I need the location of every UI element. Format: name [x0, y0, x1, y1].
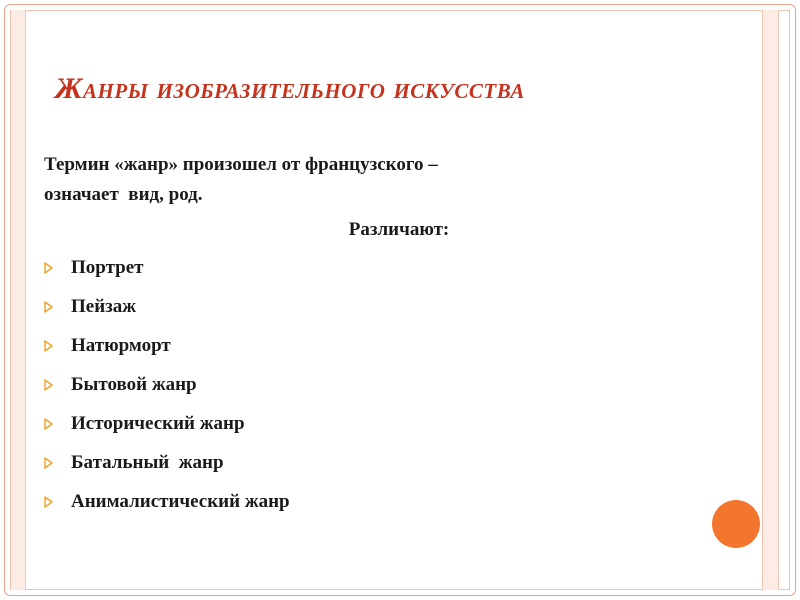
genre-label: Анималистический жанр: [71, 491, 290, 512]
bullet-icon: [44, 262, 53, 274]
genre-list: [44, 256, 724, 529]
distinguish-label: Различают:: [348, 219, 450, 240]
accent-circle: [712, 500, 760, 548]
genre-label: Исторический жанр: [71, 413, 245, 434]
genre-label: Бытовой жанр: [71, 374, 197, 395]
genre-label: Пейзаж: [71, 296, 137, 317]
intro-line-1: Термин «жанр» произошел от французского –: [44, 154, 438, 175]
genre-label: Портрет: [71, 257, 144, 278]
genre-item-landscape: [44, 295, 724, 334]
genre-item-genre-scene: [44, 373, 724, 412]
bullet-icon: [44, 457, 53, 469]
bullet-icon: [44, 301, 53, 313]
slide-title: Жанры изобразительного искусства: [55, 72, 525, 105]
bullet-icon: [44, 340, 53, 352]
slide-content: [44, 150, 724, 529]
genre-item-battle: [44, 451, 724, 490]
genre-label: Батальный жанр: [71, 452, 224, 473]
intro-text: [44, 150, 724, 210]
genre-item-animal: [44, 490, 724, 529]
bullet-icon: [44, 379, 53, 391]
genre-label: Натюрморт: [71, 335, 171, 356]
bullet-icon: [44, 418, 53, 430]
genre-item-portrait: [44, 256, 724, 295]
bullet-icon: [44, 496, 53, 508]
genre-item-historical: [44, 412, 724, 451]
right-side-panel: [762, 10, 779, 590]
left-side-panel: [10, 10, 26, 590]
genre-item-still-life: [44, 334, 724, 373]
intro-line-2: означает вид, род.: [44, 184, 203, 205]
